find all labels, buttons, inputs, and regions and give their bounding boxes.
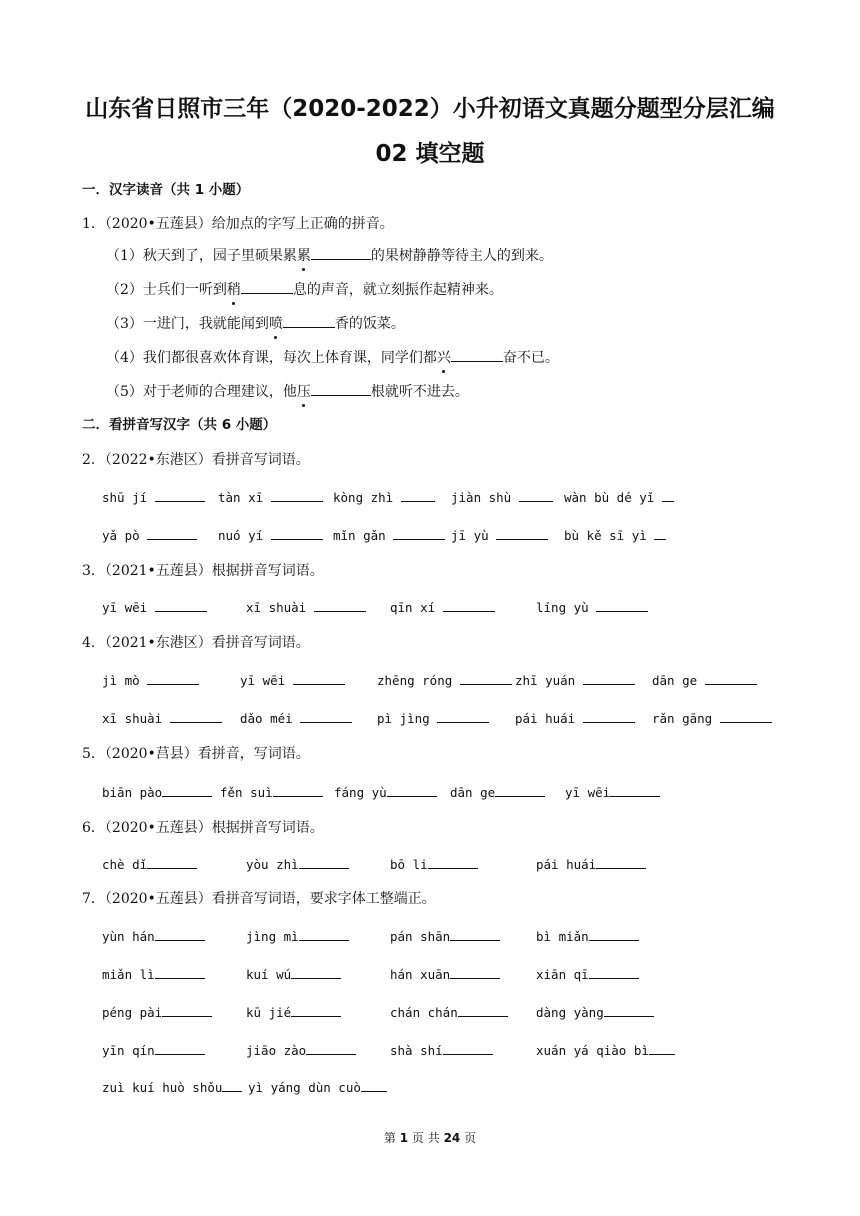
q1-item-5: （5）对于老师的合理建议，他压 根就听不进去。 (106, 381, 469, 402)
q1-item-2: （2）士兵们一听到稍 息的声音，就立刻振作起精神来。 (106, 279, 503, 300)
pinyin-item: shà shí (390, 1040, 493, 1058)
pinyin-item: tàn xī (218, 487, 323, 505)
pinyin-item: qīn xí (390, 597, 495, 615)
pinyin-item: jī yù (451, 525, 548, 543)
answer-blank[interactable] (311, 245, 371, 260)
dotted-char: 喷 (268, 316, 283, 332)
pinyin-item: dān ge (450, 782, 545, 800)
pinyin-item: bō li (390, 854, 478, 872)
pinyin-item: pì jìng (377, 708, 489, 726)
pinyin-item: kū jié (246, 1002, 341, 1020)
pinyin-item: pán shān (390, 926, 500, 944)
page-total: 24 (443, 1131, 461, 1145)
pinyin-item: mǐn gǎn (333, 525, 445, 543)
q1-stem: 1．（2020•五莲县）给加点的字写上正确的拼音。 (82, 216, 394, 232)
pinyin-item: jì mò (102, 670, 199, 688)
pinyin-item: zhēng róng (377, 670, 512, 688)
doc-title-line2: 02 填空题 (375, 141, 485, 167)
pinyin-item: zuì kuí huò shǒu (102, 1077, 242, 1095)
answer-blank[interactable] (283, 313, 335, 328)
pinyin-item: yī wēi (240, 670, 345, 688)
pinyin-item: hán xuān (390, 964, 500, 982)
answer-blank[interactable] (311, 381, 371, 396)
pinyin-item: xī shuài (246, 597, 366, 615)
pinyin-item: yī wēi (102, 597, 207, 615)
pinyin-item: líng yù (536, 597, 648, 615)
pinyin-item: dǎo méi (240, 708, 352, 726)
pinyin-item: miǎn lì (102, 964, 205, 982)
pinyin-item: dàng yàng (536, 1002, 654, 1020)
page-footer: 第 1 页 共 24 页 (383, 1131, 477, 1145)
pinyin-item: bì miǎn (536, 926, 639, 944)
q1-item-1: （1）秋天到了，园子里硕果累累 的果树静静等待主人的到来。 (106, 245, 553, 266)
pinyin-item: dān ge (652, 670, 757, 688)
pinyin-item: yòu zhì (246, 854, 349, 872)
dotted-char: 压 (296, 384, 311, 400)
answer-blank[interactable] (451, 347, 503, 362)
q5-stem: 5．（2020•莒县）看拼音，写词语。 (82, 746, 310, 762)
page-number: 1 (399, 1131, 409, 1145)
q6-stem: 6．（2020•五莲县）根据拼音写词语。 (82, 820, 324, 836)
dotted-char: 兴 (436, 350, 451, 366)
pinyin-item: pái huái (515, 708, 635, 726)
q1-item-4: （4）我们都很喜欢体育课，每次上体育课，同学们都兴 奋不已。 (106, 347, 559, 368)
pinyin-item: biān pào (102, 782, 212, 800)
dotted-char: 稍 (226, 282, 241, 298)
answer-blank[interactable] (241, 279, 293, 294)
pinyin-item: yǎ pò (102, 525, 197, 543)
q1-item-3: （3）一进门，我就能闻到喷 香的饭菜。 (106, 313, 405, 334)
pinyin-item: bù kě sī yì (564, 525, 666, 543)
pinyin-item: jiāo zào (246, 1040, 356, 1058)
pinyin-item: yùn hán (102, 926, 205, 944)
pinyin-item: kòng zhì (333, 487, 435, 505)
pinyin-item: nuó yí (218, 525, 323, 543)
pinyin-item: wàn bù dé yǐ (564, 487, 674, 505)
pinyin-item: shū jí (102, 487, 205, 505)
section-heading-2: 二．看拼音写汉字（共 6 小题） (82, 417, 277, 433)
pinyin-item: péng pài (102, 1002, 212, 1020)
q3-stem: 3．（2021•五莲县）根据拼音写词语。 (82, 563, 324, 579)
doc-title-line1: 山东省日照市三年（2020-2022）小升初语文真题分题型分层汇编 (85, 96, 775, 122)
pinyin-item: yì yáng dùn cuò (248, 1077, 387, 1095)
pinyin-item: yī wēi (565, 782, 660, 800)
pinyin-item: xiān qī (536, 964, 639, 982)
pinyin-item: xuán yá qiào bì (536, 1040, 675, 1058)
pinyin-item: jiàn shù (451, 487, 553, 505)
pinyin-item: fěn suì (220, 782, 323, 800)
pinyin-item: pái huái (536, 854, 646, 872)
section-heading-1: 一．汉字读音（共 1 小题） (82, 182, 250, 198)
q2-stem: 2．（2022•东港区）看拼音写词语。 (82, 452, 310, 468)
pinyin-item: xī shuài (102, 708, 222, 726)
pinyin-item: chè dǐ (102, 854, 197, 872)
pinyin-item: jìng mì (246, 926, 349, 944)
pinyin-item: rǎn gāng (652, 708, 772, 726)
pinyin-item: chán chán (390, 1002, 508, 1020)
pinyin-item: fáng yù (334, 782, 437, 800)
q4-stem: 4．（2021•东港区）看拼音写词语。 (82, 635, 310, 651)
pinyin-item: yīn qín (102, 1040, 205, 1058)
q7-stem: 7．（2020•五莲县）看拼音写词语，要求字体工整端正。 (82, 891, 436, 907)
pinyin-item: kuí wú (246, 964, 341, 982)
dotted-char: 累 (296, 248, 311, 264)
pinyin-item: zhī yuán (515, 670, 635, 688)
